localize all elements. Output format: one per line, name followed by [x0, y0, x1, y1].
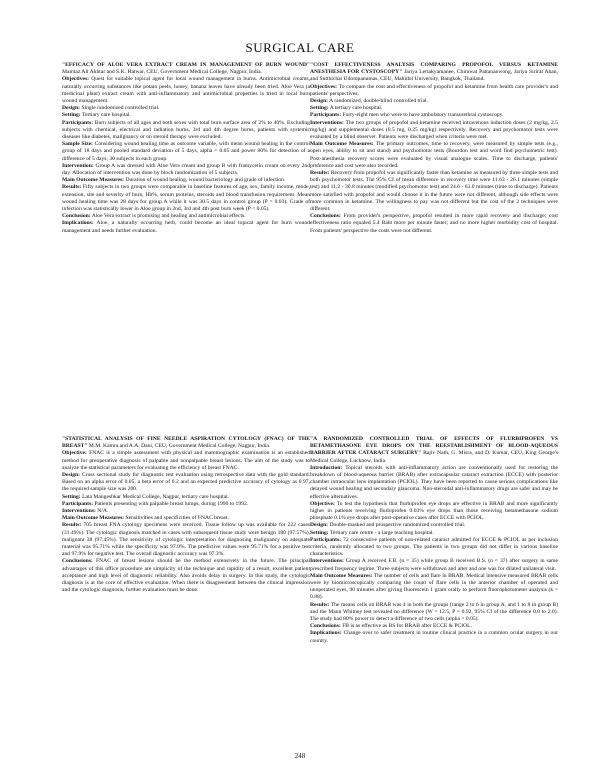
section-label: Conclusions:	[310, 623, 341, 630]
abstract-section	[310, 558, 558, 572]
abstract-section	[62, 184, 310, 213]
abstract-section	[62, 501, 310, 508]
abstract-section	[310, 105, 558, 112]
section-text: 72 consecutive patients of non-related cataract admitted for ECCE & PCIOL as per inclusion criteria, randomly allocated to two groups. The patients in two groups did not differ in various baseline characteristics.	[310, 536, 558, 558]
abstract-section	[310, 84, 558, 98]
section-label: Implications:	[62, 220, 94, 227]
section-text: A randomized, double-blind controlled trial.	[329, 98, 428, 105]
section-text: Group A was dressed with Aloe Vera cream and group B with framycetin cream on every 2nd day. Allocation of intervention was done by block randomization of 5 subjects.	[62, 162, 310, 177]
abstract-section	[62, 558, 310, 594]
abstract-section	[310, 112, 558, 119]
abstract-authors: Jariya Lertakyamanee, Chirawat Pattananwong, Jariya Sirirat Ahan, and Sutthichai Udompanumas, CEU, Mahidol University, Bangkok, Thailand.	[310, 69, 558, 83]
abstract-fnac-breast	[62, 436, 310, 736]
section-text: Double-masked and prospective randomized controlled trial.	[329, 522, 466, 529]
abstract-section	[310, 530, 558, 537]
abstract-section	[62, 522, 310, 558]
section-label: Design:	[62, 105, 81, 112]
section-text: Topical steroids with anti-inflammatory action are conventionally used for restoring the breakdown of blood-aqueous barrier (BRAB) after extracapsular cataract extraction (ECCE) with posterior chamber intraocular lens implantation (PCIOL). They have been reported to cause serious complications like delayed wound healing and secondary glaucoma. Non-steroidal anti-inflammatory drugs are safer and may be effective alternatives.	[310, 464, 558, 500]
section-text: FNAC is a simple assessment with physical and mammographic examination is an established method for preoperative diagnosis of palpable and nonpalpable breast lesions. The aim of the study was to analyze the statistical parameters for evaluating the efficiency of breast FNAC.	[62, 450, 310, 471]
abstract-section	[62, 120, 310, 142]
abstract-section	[310, 537, 558, 559]
section-label: Conclusion:	[62, 213, 91, 220]
section-text: To test the hypothesis that flurbiprofen eye drops are effective in BRAB and more significantly higher in patients receiving flurbiprofen 0.03% eye drops than those receiving betamethasone sodium phosphate 0.1% eye drops after post-operative cases after ECCE with PCIOL.	[310, 500, 558, 522]
section-text: To compare the cost and effectiveness of propofol and ketamine from health care provider's and patients' perspectives.	[310, 83, 558, 97]
section-label: Setting:	[310, 529, 329, 536]
section-label: Participants:	[310, 536, 342, 543]
section-label: Participants:	[62, 119, 94, 126]
section-label: Results:	[310, 601, 330, 608]
section-label: Results:	[310, 170, 330, 177]
abstract-heading	[310, 62, 558, 84]
section-label: Conclusions:	[310, 213, 341, 220]
section-title: SURGICAL CARE	[245, 40, 355, 55]
section-text: Cross sectional study for diagnostic test evaluation using retrospective data with the gold standard. Based on an alpha error of 0.05, a beta error of 0.2 and an expected predictive accuracy of cytology as 0.97, the required sample size was 200.	[62, 472, 310, 493]
section-label: Sample Size:	[62, 141, 93, 148]
abstract-section	[62, 450, 310, 472]
abstract-authors: Mamtaz Ali Akhtar and S.K. Hatwar, CEU, Government Medical College, Nagpur, India.	[62, 69, 262, 76]
section-text: Sensitivities and specificities of FNAC breast.	[125, 515, 229, 522]
abstract-title: "COST EFFECTIVENESS ANALYSIS COMPARING PROPOFOL VERSUS KETAMINE ANESTHESIA FOR CYSTOSCOPY"	[310, 62, 558, 76]
abstract-section	[310, 141, 558, 170]
section-label: Design:	[310, 98, 329, 105]
abstract-section	[62, 76, 310, 105]
section-label: Participants:	[310, 112, 342, 119]
section-label: Objectives:	[310, 83, 338, 90]
section-label: Main Outcome Measures:	[310, 572, 373, 579]
abstract-section	[310, 213, 558, 235]
section-text: Tertiary care hospital.	[81, 112, 131, 119]
section-label: Conclusions:	[62, 558, 93, 565]
section-text: Lata Mangeshkar Medical College, Nagpur, tertiary care hospital.	[82, 493, 230, 500]
section-text: Duration of wound healing, wound bacteriology and grade of infection.	[125, 177, 286, 184]
section-text: Forty-eight men who were to have ambulatory transurethral cystoscopy.	[342, 112, 504, 119]
section-text: Burn subjects of all ages and both sexes with total burn surface area of 2% to 40%. Excluding subjects with chemical, electrical and radiation burns, 3rd and 4th degree burns, patients with systemic diseases like diabetes, malignancy or on steroid therapy were excluded.	[62, 119, 310, 141]
abstract-section	[310, 465, 558, 501]
section-text: Patients presenting with palpable breast lumps, during 1990 to 1992.	[94, 500, 249, 507]
section-label: Setting:	[62, 493, 81, 500]
section-label: Objective:	[62, 450, 87, 457]
section-text: Considering wound healing time as outcome variable, with mean wound healing in the control group of 18 days and pooled standard deviation of 5 days, alpha = 0.05 and power 80% for detection of a difference of 5 days, 30 subjects in each group.	[62, 141, 310, 162]
abstract-section	[62, 112, 310, 119]
section-text: Change over to safer treatment in routine clinical practice in a common ocular surgery in our country.	[310, 630, 558, 644]
abstract-title: "EFFICACY OF ALOE VERA EXTRACT CREAM IN MANAGEMENT OF BURN WOUND"	[62, 62, 310, 68]
section-text: From provider's perspective, propofol resulted in more rapid recovery and discharge; cost effectiveness ratio equaled 5.4 Baht more per minute faster; and no more higher morbidity cost of hospital. From patients' perspective the costs were not different.	[310, 213, 558, 234]
section-label: Results:	[62, 522, 82, 529]
abstract-section	[310, 98, 558, 105]
section-text: The number of cells and flare in BRAB. Medical intensive measured BRAB cells were by biomicroscopically comparing the count of flare cells in the anterior chamber of operated and unoperated eyes, 90 minutes after giving fluorescein 1 gram orally to perform fluorophotometer analysis (k = 0.88).	[310, 572, 558, 601]
section-text: FNAC of breast lesions should be the method extensively in the future. The principal advantages of this office procedure are simplicity of the technique and rapidity of a result, excellent patient acceptance and high level of diagnostic reliability. Also avoids delay in surgery. In this study, the cytologic diagnosis is at the core of effective evaluation. When there is disagreement between the clinical impression and the cytologic diagnosis, further evaluation must be done.	[62, 558, 310, 594]
section-label: Objectives:	[62, 76, 90, 83]
section-label: Interventions:	[62, 508, 96, 515]
abstract-section	[310, 170, 558, 213]
section-text: Single randomized controlled trial.	[81, 105, 160, 112]
abstract-authors: Rajiv Nath, G. Misra, and D. Kumar, CEU, King George's Medical College, Lucknow, India.	[310, 450, 558, 464]
section-label: Main Outcome Measures:	[310, 141, 374, 148]
section-label: Main Outcome Measures:	[62, 515, 125, 522]
section-text: Group A received F.B. (n = 35) while group B received B.S. (n = 37) after surgery in same prescribed frequency regime. Three subjects were withdrawn and alter and one was for dilated unilateral visit.	[310, 558, 558, 572]
abstract-title: "STATISTICAL ANALYSIS OF FINE NEEDLE ASPIRATION CYTOLOGY (FNAC) OF THE BREAST"	[62, 436, 310, 450]
abstract-section	[310, 522, 558, 529]
abstract-heading	[62, 436, 310, 450]
section-label: Design:	[62, 472, 81, 479]
abstract-flurbiprofen	[310, 436, 558, 736]
section-label: Main Outcome Measures:	[62, 177, 125, 184]
abstract-section	[62, 163, 310, 177]
section-label: Implications:	[310, 630, 342, 637]
section-label: Participants:	[62, 500, 94, 507]
abstract-section	[310, 120, 558, 142]
section-text: 705 breast FNA cytology specimens were received. Tissue follow up was available for 222 cases (31.49%). The cytologic diagnosis matched in cases with subsequent tissue study were benign 180 (97.57%), malignant 38 (97.45%). The sensitivity of cytologic interpretation for diagnosing malignancy on adequate material was 95.71% while the specificity was 97.9%. The predictive values were 95.71% for a positive test and 97.9% for negative test. The overall diagnostic accuracy was 97.3%.	[62, 522, 310, 558]
abstract-heading	[310, 436, 558, 465]
abstract-section	[62, 105, 310, 112]
section-label: Intervention:	[62, 162, 94, 169]
section-text: N/A.	[97, 508, 109, 515]
abstract-propofol-ketamine	[310, 62, 558, 362]
abstract-section	[310, 630, 558, 644]
section-label: Results:	[62, 184, 82, 191]
abstract-heading	[62, 62, 310, 76]
section-text: Tertiary care centre - a large teaching hospital.	[329, 529, 434, 536]
abstract-section	[62, 494, 310, 501]
section-label: Setting:	[62, 112, 81, 119]
page-number: 248	[294, 752, 306, 760]
section-label: Interventions:	[310, 558, 344, 565]
section-text: FB is as effective as BS for BRAB after ECCE & PCIOL.	[342, 623, 472, 630]
section-text: A tertiary care hospital.	[329, 105, 383, 112]
section-text: Fifty subjects in two groups were comparable in baseline features of age, sex, family income, mode, extension, site and severity of burn, Hb%, serum proteins, steroids and blood transfusion requirement. Mean wound healing time was 28 days for group A while it was 30.5 days in control group (P = 0.03). Grade of infection was statistically lower in Aloe group in 2nd, 3rd and 4th post burn week (P < 0.05).	[62, 184, 310, 213]
section-label: Interventions:	[310, 119, 344, 126]
abstract-section	[62, 220, 310, 234]
abstract-title: "A RANDOMIZED CONTROLLED TRIAL OF EFFECTS OF FLURBIPROFEN VS BETAMETHASONE EYE DROPS ON THE REESTABLISHMENT OF BLOOD-AQUEOUS BARRIER AFTER CATARACT SURGERY"	[310, 436, 558, 457]
section-label: Objective:	[310, 500, 335, 507]
abstract-section	[310, 573, 558, 602]
abstract-section	[310, 501, 558, 523]
section-text: Quest for suitable topical agent for local wound management in burns. Antimicrobial creams, naturally occurring substances like potato peels, honey, banana leaves have already been tried. Aloe Vera (a medicinal plant) extract cream with anti-inflammatory and antimicrobial properties is tried in local burn wound management.	[62, 76, 310, 105]
abstract-section	[310, 602, 558, 624]
abstract-section	[62, 141, 310, 163]
section-label: Setting:	[310, 105, 329, 112]
section-text: The primary outcomes, time to recovery, were measured by simple tests (e.g., open eyes, ability to sit and stand) and psychomotor tests (Bourdon test and word find psychometric test). Post-anesthesia recovery scores were evaluated by visual analogue scales. Time to discharge, patients' preference and cost were also recorded.	[310, 141, 558, 169]
section-text: The means cells on BRAB was 4 in both the groups (range 2 to 6 in group A, and 1 to 8 in group B) and the Mann Whitney test revealed no difference (W = 12.5, P = 0.92, 95% CI of the difference 0.0 to 2.0). The study had 80% power to detect a difference of two cells (alpha = 0.05).	[310, 601, 558, 623]
section-label: Introduction:	[310, 464, 343, 471]
section-text: Aloe Vera extract is promising and healing and antimicrobial effects.	[91, 213, 246, 220]
abstract-aloe-vera	[62, 62, 310, 394]
section-label: Design:	[310, 522, 329, 529]
section-text: Recovery from propofol was significantly faster than ketamine as measured by three simple tests and both psychomotor tests. The 95% CI of mean difference in recovery time were 11.63 - 26.1 minutes (simple test) and 11.2 - 30.8 minutes (modified psychomotor test) and 24.6 - 63.0 minutes (time to discharge). Patients more satisfied with propofol and would choose it in the future were not different, although side effects were more common in ketamine. The willingness to pay was not different but the cost of the 2 techniques were different.	[310, 170, 558, 213]
abstract-section	[62, 472, 310, 494]
section-text: Aloe, a naturally occurring herb, could become an ideal topical agent for burn wound management and needs further evaluation.	[62, 220, 310, 234]
section-text: The two groups of propofol and ketamine received intravenous induction doses (2 mg/kg, 2.5 mg/kg) and supplemental doses (0.5 mg, 0.25 mg/kg) respectively. Recovery and psychomotor tests were evaluated by a blind observer. Patients were discharged when criteria were met.	[310, 119, 558, 141]
abstract-authors: M.M. Kamra and A.A. Dani, CEU, Government Medical College, Nagpur, India.	[88, 443, 271, 450]
